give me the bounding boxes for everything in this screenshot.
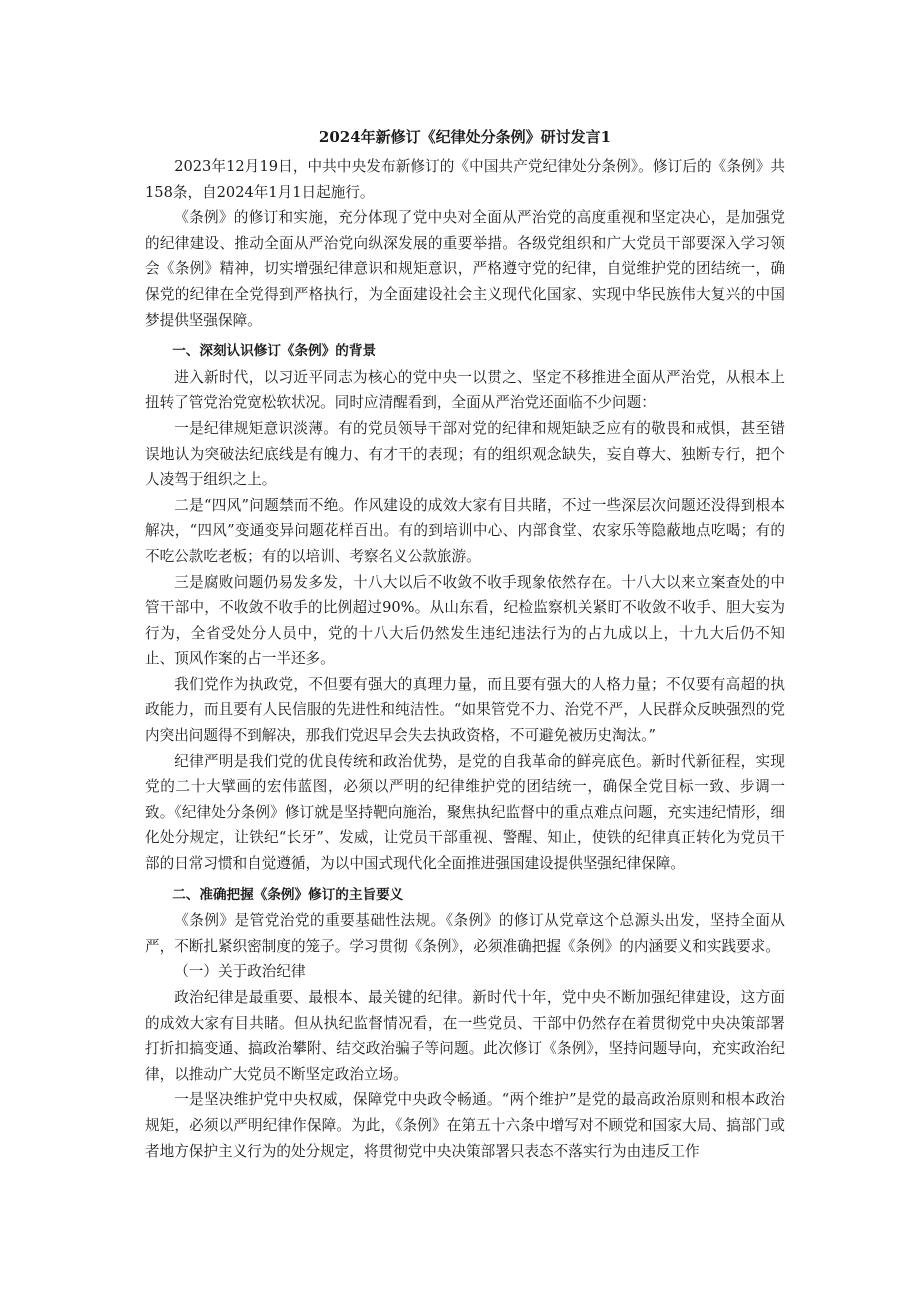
paragraph-authority: 一是坚决维护党中央权威，保障党中央政令畅通。“两个维护”是党的最高政治原则和根本政治规矩，必须以严明纪律作保障。为此，《条例》在第五十六条中增写对不顾党和国家大局、搞部门或者地方保护主义行为的处分规定，将贯彻党中央决策部署只表态不落实行为由违反工作: [145, 1091, 785, 1160]
paragraph-significance: 《条例》的修订和实施，充分体现了党中央对全面从严治党的高度重视和坚定决心，是加强党的纪律建设、推动全面从严治党向纵深发展的重要举措。各级党组织和广大党员干部要深入学习领会《条例》精神，切实增强纪律意识和规矩意识，严格遵守党的纪律，自觉维护党的团结统一，确保党的纪律在全党得到严格执行，为全面建设社会主义现代化国家、实现中华民族伟大复兴的中国梦提供坚强保障。: [145, 209, 785, 329]
paragraph-background: 进入新时代，以习近平同志为核心的党中央一以贯之、坚定不移推进全面从严治党，从根本上扭转了管党治党宽松软状况。同时应清醒看到，全面从严治党还面临不少问题：: [145, 368, 785, 412]
subsection-heading-political: （一）关于政治纪律: [174, 963, 306, 981]
section-heading-2: 二、准确把握《条例》修订的主旨要义: [172, 886, 404, 903]
paragraph-discipline: 纪律严明是我们党的优良传统和政治优势，是党的自我革命的鲜亮底色。新时代新征程，实现党的二十大擘画的宏伟蓝图，必须以严明的纪律维护党的团结统一，确保全党目标一致、步调一致。《纪律处分条例》修订就是坚持靶向施治，聚焦执纪监督中的重点难点问题，充实违纪情形，细化处分规定，让铁纪“长牙”、发威，让党员干部重视、警醒、知止，使铁的纪律真正转化为党员干部的日常习惯和自觉遵循，为以中国式现代化全面推进强国建设提供坚强纪律保障。: [145, 752, 785, 873]
paragraph-problem-2: 二是“四风”问题禁而不绝。作风建设的成效大家有目共睹，不过一些深层次问题还没得到根本解决，“四风”变通变异问题花样百出。有的到培训中心、内部食堂、农家乐等隐蔽地点吃喝；有的不吃公款吃老板；有的以培训、考察名义公款旅游。: [145, 496, 785, 565]
paragraph-ruling-party: 我们党作为执政党，不但要有强大的真理力量，而且要有强大的人格力量；不仅要有高超的执政能力，而且要有人民信服的先进性和纯洁性。“如果管党不力、治党不严，人民群众反映强烈的党内突出问题得不到解决，那我们党迟早会失去执政资格，不可避免被历史淘汰。”: [145, 675, 785, 745]
paragraph-intro: 2023年12月19日，中共中央发布新修订的《中国共产党纪律处分条例》。修订后的《条例》共158条，自2024年1月1日起施行。: [145, 158, 785, 201]
paragraph-problem-1: 一是纪律规矩意识淡薄。有的党员领导干部对党的纪律和规矩缺乏应有的敬畏和戒惧，甚至错误地认为突破法纪底线是有魄力、有才干的表现；有的组织观念缺失，妄自尊大、独断专行，把个人凌驾于组织之上。: [145, 419, 785, 489]
section-heading-1: 一、深刻认识修订《条例》的背景: [172, 343, 377, 360]
document-body: [145, 124, 785, 1164]
paragraph-political-discipline: 政治纪律是最重要、最根本、最关键的纪律。新时代十年，党中央不断加强纪律建设，这方面的成效大家有目共睹。但从执纪监督情况看，在一些党员、干部中仍然存在着贯彻党中央决策部署打折扣搞变通、搞政治攀附、结交政治骗子等问题。此次修订《条例》，坚持问题导向，充实政治纪律，以推动广大党员不断坚定政治立场。: [145, 989, 785, 1083]
paragraph-problem-3: 三是腐败问题仍易发多发，十八大以后不收敛不收手现象依然存在。十八大以来立案查处的中管干部中，不收敛不收手的比例超过90%。从山东看，纪检监察机关紧盯不收敛不收手、胆大妄为行为，全省受处分人员中，党的十八大后仍然发生违纪违法行为的占九成以上，十九大后仍不知止、顶风作案的占一半还多。: [145, 573, 785, 668]
paragraph-regulation: 《条例》是管党治党的重要基础性法规。《条例》的修订从党章这个总源头出发，坚持全面从严，不断扎紧织密制度的笼子。学习贯彻《条例》，必须准确把握《条例》的内涵要义和实践要求。: [145, 912, 785, 955]
document-title: 2024年新修订《纪律处分条例》研讨发言1: [318, 128, 612, 146]
